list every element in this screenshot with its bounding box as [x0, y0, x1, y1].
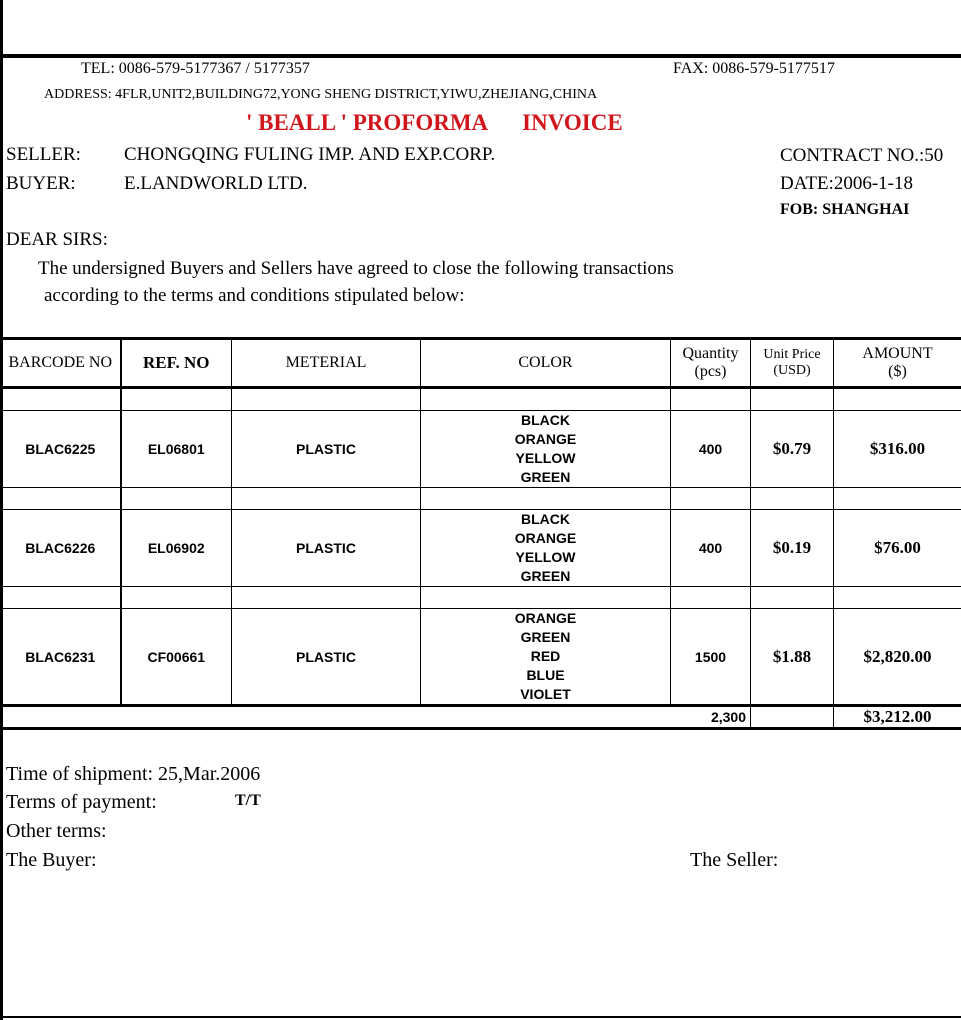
cell-material: PLASTIC — [232, 510, 421, 587]
cell-unit-price: $0.79 — [751, 411, 834, 488]
color-item: BLACK — [521, 412, 570, 428]
cell-material: PLASTIC — [232, 411, 421, 488]
address: ADDRESS: 4FLR,UNIT2,BUILDING72,YONG SHENG DISTRICT,YIWU,ZHEJIANG,CHINA — [44, 87, 598, 102]
seller-label: SELLER: — [6, 144, 81, 165]
cell-colors — [421, 411, 671, 488]
color-item: GREEN — [520, 469, 571, 485]
cell-colors — [421, 510, 671, 587]
col-quantity — [671, 339, 751, 388]
cell-amount: $2,820.00 — [834, 609, 961, 706]
title-invoice: INVOICE — [522, 110, 623, 135]
cell-amount: $316.00 — [834, 411, 961, 488]
bottom-rule — [0, 1016, 961, 1018]
header-rule — [0, 54, 961, 58]
seller-signature-label: The Seller: — [690, 849, 779, 871]
buyer-signature-label: The Buyer: — [6, 849, 97, 871]
col-barcode: BARCODE NO — [1, 339, 121, 388]
invoice-date: DATE:2006-1-18 — [780, 173, 913, 194]
cell-colors — [421, 609, 671, 706]
cell-quantity: 400 — [671, 510, 751, 587]
cell-amount: $76.00 — [834, 510, 961, 587]
seller-name: CHONGQING FULING IMP. AND EXP.CORP. — [124, 144, 496, 165]
payment-terms-label: Terms of payment: — [6, 791, 157, 813]
title-proforma: ' BEALL ' PROFORMA — [246, 110, 489, 135]
amount-line-1: AMOUNT — [862, 345, 933, 362]
spacer-row — [1, 587, 961, 609]
payment-terms-value: T/T — [235, 792, 261, 809]
total-row — [1, 706, 961, 729]
cell-unit-price: $0.19 — [751, 510, 834, 587]
cell-unit-price: $1.88 — [751, 609, 834, 706]
table-row — [1, 411, 961, 488]
color-item: GREEN — [520, 629, 571, 645]
invoice-title — [246, 110, 623, 136]
qty-line-2: (pcs) — [694, 363, 727, 380]
color-item: VIOLET — [520, 686, 571, 702]
intro-line-1: The undersigned Buyers and Sellers have agreed to close the following transactions — [38, 258, 674, 279]
price-line-2: (USD) — [773, 363, 811, 378]
items-table — [0, 337, 961, 730]
col-unit-price — [751, 339, 834, 388]
table-header-row — [1, 339, 961, 388]
other-terms: Other terms: — [6, 820, 107, 842]
shipment-time: Time of shipment: 25,Mar.2006 — [6, 763, 261, 785]
color-item: ORANGE — [514, 610, 577, 626]
cell-ref: EL06902 — [121, 510, 232, 587]
cell-material: PLASTIC — [232, 609, 421, 706]
col-material: METERIAL — [232, 339, 421, 388]
col-ref: REF. NO — [121, 339, 232, 388]
qty-line-1: Quantity — [682, 345, 739, 362]
total-amount: $3,212.00 — [834, 706, 961, 729]
cell-ref: CF00661 — [121, 609, 232, 706]
greeting: DEAR SIRS: — [6, 229, 108, 250]
buyer-name: E.LANDWORLD LTD. — [124, 173, 308, 194]
color-item: BLACK — [521, 511, 570, 527]
color-item: RED — [530, 648, 561, 664]
price-line-1: Unit Price — [763, 347, 821, 362]
color-item: YELLOW — [515, 549, 576, 565]
cell-ref: EL06801 — [121, 411, 232, 488]
table-row — [1, 609, 961, 706]
intro-line-2: according to the terms and conditions stipulated below: — [44, 285, 465, 306]
contract-number: CONTRACT NO.:50 — [780, 145, 944, 166]
table-row — [1, 510, 961, 587]
cell-quantity: 400 — [671, 411, 751, 488]
spacer-row — [1, 388, 961, 411]
fax: FAX: 0086-579-5177517 — [673, 60, 835, 77]
color-item: BLUE — [526, 667, 565, 683]
fob-port: FOB: SHANGHAI — [780, 201, 910, 218]
total-quantity: 2,300 — [1, 706, 751, 729]
color-item: GREEN — [520, 568, 571, 584]
cell-barcode: BLAC6231 — [1, 609, 121, 706]
spacer-row — [1, 488, 961, 510]
col-color: COLOR — [421, 339, 671, 388]
buyer-label: BUYER: — [6, 173, 76, 194]
color-item: ORANGE — [514, 530, 577, 546]
amount-line-2: ($) — [888, 363, 907, 380]
cell-quantity: 1500 — [671, 609, 751, 706]
col-amount — [834, 339, 961, 388]
telephone: TEL: 0086-579-5177367 / 5177357 — [81, 60, 310, 77]
cell-barcode: BLAC6226 — [1, 510, 121, 587]
cell-barcode: BLAC6225 — [1, 411, 121, 488]
color-item: YELLOW — [515, 450, 576, 466]
color-item: ORANGE — [514, 431, 577, 447]
